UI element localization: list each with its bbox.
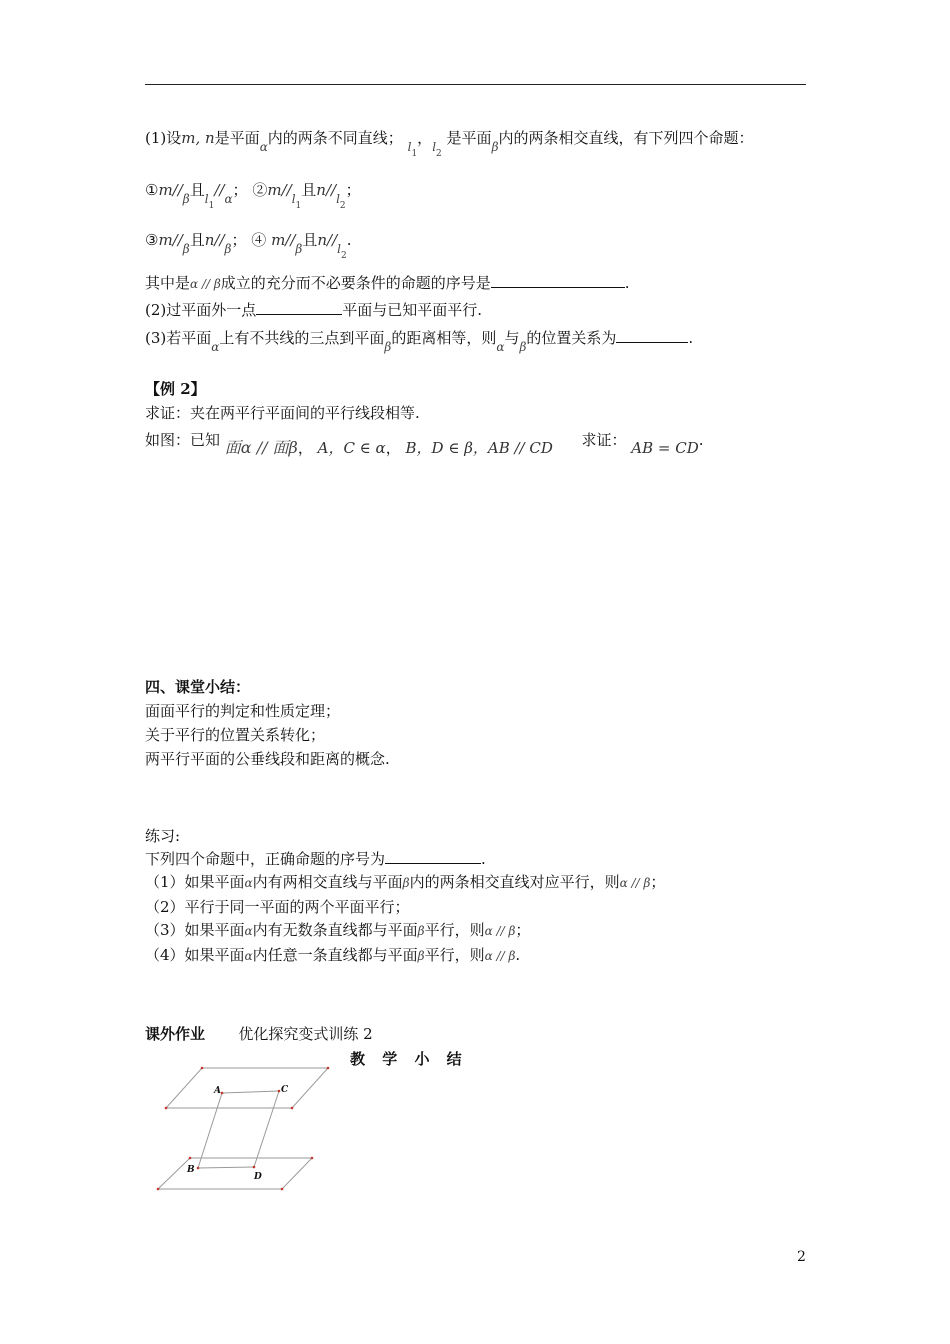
math-beta: β — [417, 949, 425, 963]
text: . — [688, 329, 694, 347]
text: 成立的充分而不必要条件的命题的序号是 — [220, 274, 491, 292]
math: n// — [317, 231, 338, 249]
text: . — [515, 946, 521, 964]
text: 平行，则 — [424, 921, 485, 939]
plane-beta — [158, 1158, 312, 1189]
text: ； — [515, 921, 531, 939]
propositions-1-2 — [145, 180, 361, 211]
text: ； — [231, 231, 247, 249]
circled-2: ② — [252, 181, 268, 199]
text: ； — [232, 181, 248, 199]
text: ， — [297, 439, 313, 457]
text: 如图：已知 — [145, 431, 221, 449]
summary-item: 两平行平面的公垂线段和距离的概念. — [145, 750, 390, 768]
text: 平行，则 — [424, 946, 485, 964]
text: 上有不共线的三点到平面 — [219, 329, 385, 347]
math: n// — [204, 231, 225, 249]
homework-line — [145, 1024, 373, 1044]
example-2-title: 【例 2】 — [145, 380, 206, 398]
text: (1)设 — [145, 129, 182, 147]
summary-item: 面面平行的判定和性质定理； — [145, 702, 341, 720]
summary-title: 四、课堂小结： — [145, 678, 251, 696]
text: 与 — [504, 329, 520, 347]
text: 是平面 — [446, 129, 492, 147]
exercise-title: 练习: — [145, 827, 181, 845]
segment-AC — [222, 1091, 279, 1093]
text: . — [698, 431, 704, 449]
math-alpha: α — [496, 340, 505, 354]
text: 其中是 — [145, 274, 191, 292]
text: (3)若平面 — [145, 329, 212, 347]
math-planes-parallel: 面α // 面β — [224, 438, 298, 457]
question-line — [145, 273, 630, 294]
summary-item: 关于平行的位置关系转化； — [145, 726, 326, 744]
math-alpha-parallel-beta: α // β — [619, 876, 651, 890]
segment-BD — [198, 1167, 254, 1168]
circled-3: ③ — [145, 231, 159, 249]
text: 是平面 — [214, 129, 260, 147]
math: // — [214, 181, 225, 199]
text: 且 — [189, 181, 205, 199]
example-2-statement: 求证：夹在两平行平面间的平行线段相等. — [145, 404, 420, 422]
text: 下列四个命题中，正确命题的序号为 — [145, 850, 386, 868]
text: ； — [650, 873, 666, 891]
math: m// — [267, 181, 292, 199]
math-l1: l1 — [291, 192, 302, 211]
math-beta: β — [182, 242, 190, 256]
label-C: C — [281, 1085, 289, 1095]
page-number: 2 — [797, 1249, 806, 1265]
circled-1: ① — [145, 181, 159, 199]
text: 内的两条相交直线对应平行，则 — [409, 873, 620, 891]
header-rule — [145, 84, 806, 85]
text: 平面与已知平面平行. — [342, 301, 483, 319]
math-alpha: α — [211, 340, 220, 354]
math-l2: l2 — [337, 242, 347, 261]
text: ， — [385, 439, 401, 457]
math-mn: m, n — [181, 129, 215, 147]
math-alpha: α — [244, 876, 253, 890]
text: 的距离相等，则 — [391, 329, 497, 347]
text: ， — [417, 129, 433, 147]
math-beta: β — [491, 140, 499, 154]
math-l2: l2 — [336, 192, 346, 211]
segment-CD — [254, 1091, 279, 1167]
label-D: D — [254, 1172, 262, 1182]
math-alpha: α — [224, 192, 233, 206]
text: 内有两相交直线与平面 — [252, 873, 403, 891]
exercise-item-4 — [145, 945, 520, 966]
text: (2)过平面外一点 — [145, 301, 257, 319]
exercise-item-3 — [145, 920, 530, 941]
example-2-given — [145, 430, 704, 457]
text: 内的两条相交直线，有下列四个命题： — [498, 129, 754, 147]
math-points-in-alpha: A，C ∈ α — [317, 439, 386, 457]
math: m// — [271, 231, 296, 249]
text: . — [624, 274, 630, 292]
label-B: B — [187, 1165, 195, 1175]
text: 且 — [301, 181, 317, 199]
math-beta: β — [417, 924, 425, 938]
math-alpha: α — [244, 924, 253, 938]
text: ； — [345, 181, 361, 199]
text: 内有无数条直线都与平面 — [252, 921, 418, 939]
math-alpha-parallel-beta: α // β — [190, 277, 221, 291]
text: 求证： — [581, 431, 627, 449]
math-alpha-parallel-beta: α // β — [484, 949, 516, 963]
answer-blank[interactable] — [256, 300, 342, 315]
text: . — [346, 231, 352, 249]
exercise-prompt — [145, 849, 486, 869]
answer-blank[interactable] — [491, 273, 625, 288]
text: 内的两条不同直线； — [267, 129, 403, 147]
math-beta: β — [295, 242, 303, 256]
propositions-3-4 — [145, 230, 352, 261]
answer-blank[interactable] — [616, 328, 688, 343]
text: （4）如果平面 — [145, 946, 245, 964]
math-l1: l1 — [204, 192, 215, 211]
math: m// — [158, 181, 183, 199]
problem-1-line — [145, 128, 754, 159]
text: 内任意一条直线都与平面 — [252, 946, 418, 964]
math-alpha: α — [259, 140, 268, 154]
parallel-planes-figure — [150, 1065, 340, 1195]
math: n// — [316, 181, 337, 199]
problem-3-line — [145, 328, 694, 354]
text: . — [481, 850, 486, 868]
answer-blank[interactable] — [385, 849, 481, 864]
math-beta: β — [224, 242, 232, 256]
exercise-item-2: （2）平行于同一平面的两个平面平行； — [145, 898, 410, 916]
math-l1: l1 — [407, 140, 418, 159]
math-points-in-beta: B，D ∈ β，AB // CD — [405, 439, 553, 457]
segment-AB — [198, 1093, 222, 1168]
math: m// — [158, 231, 183, 249]
math-ab-equals-cd: AB = CD — [631, 439, 699, 457]
text: 的位置关系为 — [526, 329, 617, 347]
math-beta: β — [402, 876, 410, 890]
math-alpha-parallel-beta: α // β — [484, 924, 516, 938]
text: （1）如果平面 — [145, 873, 245, 891]
exercise-item-1 — [145, 872, 665, 893]
text: 且 — [189, 231, 205, 249]
text: 且 — [302, 231, 318, 249]
homework-label: 课外作业 — [145, 1025, 206, 1043]
homework-text: 优化探究变式训练 2 — [238, 1025, 373, 1043]
math-l2: l2 — [432, 140, 442, 159]
teaching-summary-heading: 教 学 小 结 — [350, 1050, 468, 1068]
label-A: A — [214, 1086, 221, 1096]
circled-4: ④ — [251, 231, 267, 249]
text: （3）如果平面 — [145, 921, 245, 939]
math-beta: β — [182, 192, 190, 206]
plane-alpha — [166, 1068, 328, 1108]
math-alpha: α — [244, 949, 253, 963]
problem-2-line — [145, 300, 482, 320]
math-beta: β — [519, 340, 527, 354]
math-beta: β — [384, 340, 392, 354]
